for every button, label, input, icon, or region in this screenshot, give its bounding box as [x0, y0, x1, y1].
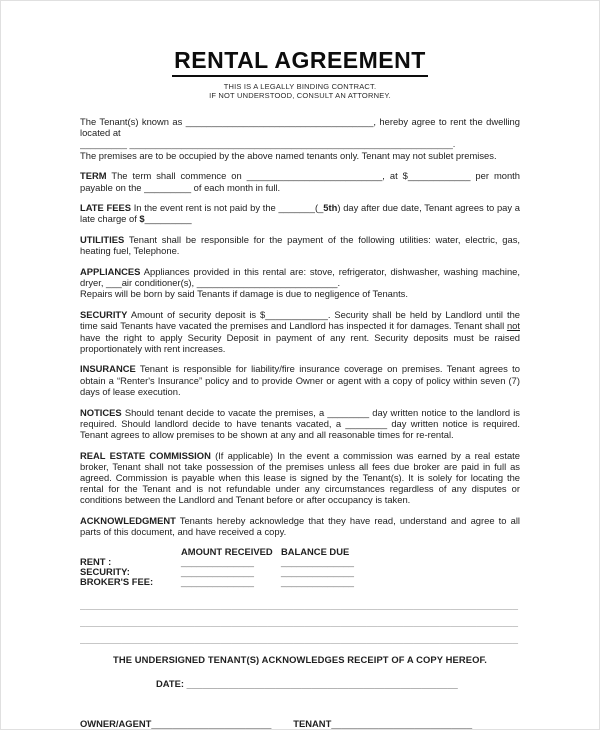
- section-security: [80, 309, 520, 354]
- notices-text: Should tenant decide to vacate the premises, a ________ day written notice to the landlord is required. Should landlord decide to have tenants vacated, a ________ day written notice is required. Tenant agrees to allow premises to be shown at any and all reasonable times for re-rental.: [80, 406, 520, 440]
- late-fees-fifth-day: 5th: [323, 202, 338, 214]
- section-utilities: [80, 234, 520, 256]
- document-subtitle: [80, 82, 520, 100]
- tenant-name-blank: ____________________________________: [185, 116, 374, 127]
- section-security-label: SECURITY: [80, 309, 128, 321]
- subtitle-line-1: THIS IS A LEGALLY BINDING CONTRACT.: [223, 82, 377, 91]
- brokers-fee-amount-blank: ______________: [181, 576, 254, 588]
- utilities-text: Tenant shall be responsible for the payment of the following utilities: water, electric, gas, heating fuel, Telephone.: [80, 234, 520, 257]
- tenant-signature-blank: ___________________________: [331, 718, 473, 730]
- document-title: [80, 47, 520, 77]
- rent-amount-blank: ______________: [181, 556, 254, 568]
- late-fees-text-1: In the event rent is not paid by the _______(_: [130, 202, 324, 214]
- brokers-fee-row-label: BROKER'S FEE:: [80, 576, 154, 588]
- section-term: [80, 170, 520, 192]
- section-real-estate-commission: [80, 450, 520, 506]
- section-acknowledgment-label: ACKNOWLEDGMENT: [80, 515, 176, 527]
- additional-notes-lines: [80, 601, 520, 644]
- security-text-1: Amount of security deposit is $____________. Security shall be held by Landlord until the time said Tenants have vacated the premises and Landlord has inspected it for damages. Tenant shall: [80, 309, 520, 332]
- date-line: [156, 678, 520, 689]
- section-insurance-label: INSURANCE: [80, 363, 136, 375]
- late-fee-amount-blank: _________: [144, 213, 192, 225]
- late-fees-text-2: ) day after due date, Tenant agrees to pay a late charge of: [80, 202, 521, 225]
- owner-agent-label: OWNER/AGENT: [80, 718, 152, 730]
- intro-paragraph: [80, 116, 520, 138]
- security-text-2: have the right to apply Security Deposit in payment of any rent. Security deposits must be raised proportionately with rent increases.: [80, 331, 520, 354]
- note-blank-line: ____________________________________________________________________________________: [80, 609, 518, 619]
- insurance-text: Tenant is responsible for liability/fire insurance coverage on premises. Tenant agrees to obtain a “Renter's Insurance” policy and to provide Owner or agent with a copy of policy within seven (7) days of lease execution.: [80, 363, 520, 397]
- section-notices-label: NOTICES: [80, 406, 122, 418]
- amount-received-header: AMOUNT RECEIVED: [181, 546, 273, 558]
- balance-due-header: BALANCE DUE: [281, 546, 350, 558]
- section-late-fees-label: LATE FEES: [80, 202, 131, 214]
- rent-row-label: RENT :: [80, 556, 112, 568]
- section-term-label: TERM: [80, 170, 107, 182]
- note-blank-line: ____________________________________________________________________________________: [80, 635, 518, 645]
- tenant-label: TENANT: [293, 718, 332, 730]
- payments-table: [80, 547, 520, 587]
- acknowledgment-text: Tenants hereby acknowledge that they have read, understand and agree to all parts of this document, and have received a copy.: [80, 515, 520, 538]
- rent-balance-blank: ______________: [281, 556, 354, 568]
- document-title-text: RENTAL AGREEMENT: [172, 47, 428, 77]
- section-late-fees: [80, 202, 520, 224]
- section-utilities-label: UTILITIES: [80, 234, 125, 246]
- owner-agent-signature: [80, 718, 271, 729]
- tenant-signature: [293, 718, 472, 729]
- commission-text: (If applicable) In the event a commission was earned by a real estate broker, Tenant shall not take possession of the premises unless all fees due broker are paid in full as agreed. Commission is payable when this lease is signed by the Tenant(s). It is solely for locating the rental for the Tenant and is not refundable under any circumstances regardless of any disputes or conditions between the Landlord and Tenant before or after occupancy is taken.: [80, 449, 521, 506]
- signature-row: [80, 718, 520, 729]
- section-term-text: The term shall commence on __________________________, at $____________ per month payable on the _________ of each month in full.: [80, 170, 520, 193]
- note-blank-line: ____________________________________________________________________________________: [80, 626, 518, 636]
- subtitle-line-2: IF NOT UNDERSTOOD, CONSULT AN ATTORNEY.: [209, 91, 391, 100]
- late-fees-dollar-sign: $: [139, 213, 145, 225]
- payments-row-brokers-fee: [80, 577, 520, 587]
- security-row-label: SECURITY:: [80, 566, 130, 578]
- date-label: DATE:: [156, 678, 187, 690]
- appliances-repairs-text: Repairs will be born by said Tenants if damage is due to negligence of Tenants.: [80, 288, 408, 300]
- section-acknowledgment: [80, 515, 520, 537]
- intro-agree-text: , hereby agree to rent the dwelling located at: [80, 116, 520, 139]
- address-blank-line: _________ ______________________________________________________________.: [80, 138, 456, 150]
- security-not-word: not: [506, 320, 520, 332]
- security-amount-blank: ______________: [181, 566, 254, 578]
- section-appliances: [80, 266, 520, 300]
- intro-known-as-text: The Tenant(s) known as: [80, 116, 186, 127]
- note-blank-line: ____________________________________________________________________________________: [80, 618, 518, 627]
- section-appliances-label: APPLIANCES: [80, 266, 141, 278]
- undersigned-acknowledgment-statement: THE UNDERSIGNED TENANT(S) ACKNOWLEDGES RECEIPT OF A COPY HEREOF.: [113, 654, 487, 666]
- note-blank-line: ____________________________________________________________________________________: [80, 601, 518, 610]
- section-notices: [80, 407, 520, 441]
- security-balance-blank: ______________: [281, 566, 354, 578]
- section-commission-label: REAL ESTATE COMMISSION: [80, 449, 211, 461]
- appliances-text: Appliances provided in this rental are: stove, refrigerator, dishwasher, washing machine, dryer, ___air conditioner(s), ___________________________.: [80, 266, 520, 289]
- brokers-fee-balance-blank: ______________: [281, 576, 354, 588]
- section-insurance: [80, 363, 520, 397]
- owner-agent-signature-blank: _______________________: [151, 718, 272, 730]
- premises-clause: The premises are to be occupied by the above named tenants only. Tenant may not sublet premises.: [80, 149, 497, 161]
- date-blank: ____________________________________________________: [186, 678, 458, 690]
